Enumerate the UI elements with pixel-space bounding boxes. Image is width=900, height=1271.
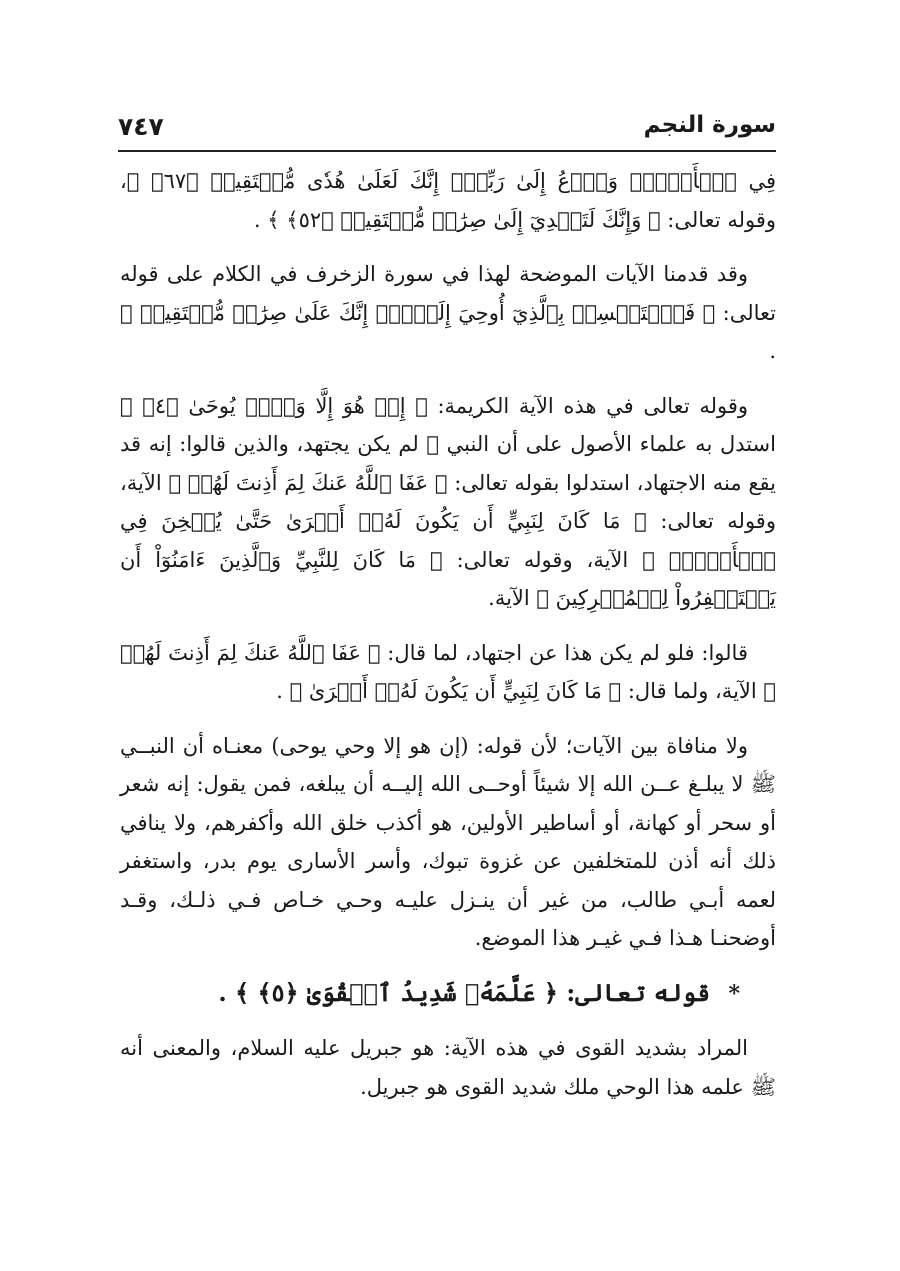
paragraph-3: وقوله تعالى في هذه الآية الكريمة: ﴿ إِنۡ هُوَ إِلَّا وَحۡيٞ يُوحَىٰ ﴿٤﴾ ﴾ استدل به علماء الأصول على أن النبي ﷺ لم يكن يجتهد، والذين قالوا: إنه قد يقع منه الاجتهاد، استدلوا بقوله تعالى: ﴿ عَفَا ٱللَّهُ عَنكَ لِمَ أَذِنتَ لَهُمۡ ﴾ الآية، وقوله تعالى: ﴿ مَا كَانَ لِنَبِيٍّ أَن يَكُونَ لَهُۥٓ أَسۡرَىٰ حَتَّىٰ يُثۡخِنَ فِي ٱلۡأَرۡضِۚ ﴾ الآية، وقوله تعالى: ﴿ مَا كَانَ لِلنَّبِيِّ وَٱلَّذِينَ ءَامَنُوٓاْ أَن يَسۡتَغۡفِرُواْ لِلۡمُشۡرِكِينَ ﴾ الآية. xyxy=(120,393,776,610)
surah-title: سورة النجم xyxy=(643,112,776,138)
page-header xyxy=(118,104,776,148)
heading-text: قوله تعالى: ﴿ عَلَّمَهُۥ شَدِيدُ ٱلۡقُوَىٰ ﴿٥﴾ ﴾ . xyxy=(218,977,711,1007)
paragraph-5: ولا منافاة بين الآيات؛ لأن قوله: (إن هو إلا وحي يوحى) معنـاه أن النبــي ﷺ لا يبلـغ عــن الله إلا شيئاً أوحــى الله إليــه أن يبلغه، فمن يقول: إنه شعر أو سحر أو كهانة، أو أساطير الأولين، هو أكذب خلق الله وأكفرهم، ولا ينافي ذلك أنه أذن للمتخلفين عن غزوة تبوك، وأسر الأسارى يوم بدر، واستغفر لعمه أبـي طالب، من غير أن ينـزل عليـه وحـي خـاص فـي ذلـك، وقـد أوضحنـا هـذا فـي غيـر هذا الموضع. xyxy=(120,733,776,950)
closing-paragraph: المراد بشديد القوى في هذه الآية: هو جبريل عليه السلام، والمعنى أنه ﷺ علمه هذا الوحي ملك شديد القوى هو جبريل. xyxy=(120,1036,776,1099)
page-number: ٧٤٧ xyxy=(118,112,164,141)
paragraph-4: قالوا: فلو لم يكن هذا عن اجتهاد، لما قال: ﴿ عَفَا ٱللَّهُ عَنكَ لِمَ أَذِنتَ لَهُمۡ ﴾ الآية، ولما قال: ﴿ مَا كَانَ لِنَبِيٍّ أَن يَكُونَ لَهُۥٓ أَسۡرَىٰ ﴾ . xyxy=(120,640,776,703)
paragraph-1: فِي ٱلۡأَمۡرِۖ وَٱدۡعُ إِلَىٰ رَبِّكَۖ إِنَّكَ لَعَلَىٰ هُدٗى مُّسۡتَقِيمٖ ﴿٦٧﴾ ﴾، وقوله تعالى: ﴿ وَإِنَّكَ لَتَهۡدِيٓ إِلَىٰ صِرَٰطٖ مُّسۡتَقِيمٖ ﴿٥٢﴾ ﴾ . xyxy=(120,169,776,232)
heading-marker: * xyxy=(728,980,740,1007)
page-body xyxy=(120,162,776,1106)
paragraph-2: وقد قدمنا الآيات الموضحة لهذا في سورة الزخرف في الكلام على قوله تعالى: ﴿ فَٱسۡتَمۡسِكۡ بِٱلَّذِيٓ أُوحِيَ إِلَيۡكَۖ إِنَّكَ عَلَىٰ صِرَٰطٖ مُّسۡتَقِيمٖ ﴾ . xyxy=(120,262,776,363)
section-heading xyxy=(120,974,776,1014)
header-rule xyxy=(118,150,776,152)
